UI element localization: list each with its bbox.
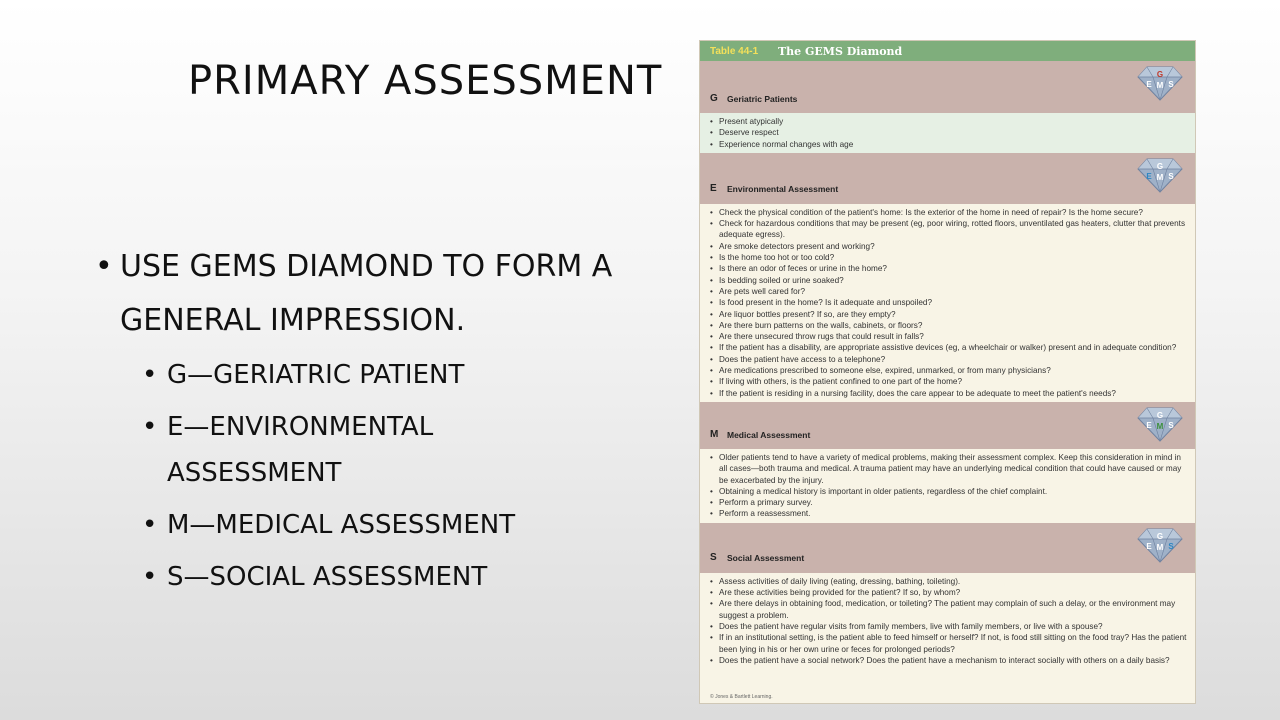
list-item: • Older patients tend to have a variety of medical problems, making their assessment complex. Keep this consideration in mind in all cases—both trauma and medical. A trauma patient may have an underlying medical condition that could have caused or may be exacerbated by the injury. [710,452,1182,485]
list-item: • Are smoke detectors present and working? [710,241,875,251]
list-item: • Is there an odor of feces or urine in the home? [710,264,887,274]
list-item-text: Are there unsecured throw rugs that could result in falls? [719,332,924,342]
list-item-text: Are there delays in obtaining food, medication, or toileting? The patient may complain of such a delay, or the environment may suggest a problem. [719,599,1176,620]
section-letter: E [710,182,717,194]
list-item-text: Are liquor bottles present? If so, are they empty? [719,309,896,319]
svg-text:M: M [1156,81,1164,90]
svg-text:M: M [1156,421,1164,431]
section-header-s [700,523,1195,573]
main-bullet [95,240,640,348]
list-item: • Perform a primary survey. [710,498,813,508]
list-item-text: Experience normal changes with age [719,139,854,149]
list-item: • Deserve respect [710,128,779,138]
list-item-text: Does the patient have regular visits from family members, live with family members, or live with a spouse? [719,621,1103,631]
sub-bullet-list [95,352,640,600]
sub-bullet: • E—ENVIRONMENTAL ASSESSMENT [142,412,434,488]
svg-text:S: S [1168,541,1174,551]
bullet-list [95,240,640,606]
list-item-text: Assess activities of daily living (eating, dressing, bathing, toileting). [719,576,961,586]
copyright: © Jones & Bartlett Learning. [710,694,773,700]
list-item-text: Does the patient have a social network? Does the patient have a mechanism to interact socially with others on a daily basis? [719,655,1170,665]
sub-bullet: • G—GERIATRIC PATIENT [142,360,465,390]
list-item-text: Is there an odor of feces or urine in the home? [719,264,887,274]
svg-text:M: M [1156,542,1164,552]
list-item: • Present atypically [710,117,784,126]
list-item-text: Check the physical condition of the patient's home: Is the exterior of the home in need of repair? Is the home secure? [719,207,1143,217]
list-item: • Are pets well cared for? [710,286,806,296]
list-item-text: Are pets well cared for? [719,286,806,296]
sub-bullet: • M—MEDICAL ASSESSMENT [142,510,516,540]
section-name: Medical Assessment [727,429,811,440]
sub-bullet-text: S—SOCIAL ASSESSMENT [167,562,488,592]
list-item-text: Are there burn patterns on the walls, cabinets, or floors? [719,320,923,330]
list-item: • Obtaining a medical history is important in older patients, regardless of the chief complaint. [710,486,1048,496]
section-name: Environmental Assessment [727,183,839,194]
list-item: • Check for hazardous conditions that may be present (eg, poor wiring, rotted floors, unventilated gas heaters, clutter that prevents adequate egress). [710,219,1186,240]
gems-diamond-icon [1137,527,1183,563]
list-item: • Are medications prescribed to someone else, expired, unmarked, or from many physicians? [710,366,1051,376]
list-item: • If living with others, is the patient confined to one part of the home? [710,377,963,387]
svg-text:E: E [1146,420,1152,430]
list-item-text: Perform a primary survey. [719,498,813,508]
section-body-m [700,449,1195,523]
list-item-text: Are these activities being provided for the patient? If so, by whom? [719,588,961,598]
list-item-text: Perform a reassessment. [719,509,811,519]
section-letter: M [710,428,719,440]
section-body-g [700,113,1195,153]
table-number: Table 44-1 [710,45,759,57]
gems-diamond-table [699,40,1196,704]
list-item: • If the patient has a disability, are appropriate assistive devices (eg, a wheelchair or walker) present and in adequate condition? [710,343,1177,353]
list-item: • Is food present in the home? Is it adequate and unspoiled? [710,298,933,308]
svg-text:S: S [1168,80,1174,89]
svg-text:E: E [1146,80,1152,89]
list-item: • Perform a reassessment. [710,509,811,519]
section-letter: G [710,93,718,104]
sub-bullet: • S—SOCIAL ASSESSMENT [142,562,488,592]
section-name: Geriatric Patients [727,94,798,104]
bullet-dot: • [95,249,113,284]
list-item-text: Is the home too hot or too cold? [719,253,835,263]
list-item-text: Check for hazardous conditions that may be present (eg, poor wiring, rotted floors, unventilated gas heaters, clutter that prevents adequate egress). [719,219,1186,240]
section-header-e [700,153,1195,204]
list-item: • Does the patient have regular visits from family members, live with family members, or live with a spouse? [710,621,1103,631]
svg-text:G: G [1156,70,1164,79]
section-letter: S [710,551,717,563]
table-title: The GEMS Diamond [778,44,903,58]
list-item: • Assess activities of daily living (eating, dressing, bathing, toileting). [710,576,961,586]
list-item: • Are there unsecured throw rugs that could result in falls? [710,332,924,342]
list-item-text: If in an institutional setting, is the patient able to feed himself or herself? If not, is food still sitting on the food tray? Has the patient been lying in his or her own urine or feces for prolonged periods? [719,633,1187,654]
list-item-text: Older patients tend to have a variety of medical problems, making their assessment complex. Keep this consideration in mind in all cases—both trauma and medical. A trauma patient may have an underlying medical condition that could have caused or may be exacerbated by the injury. [719,452,1182,485]
svg-text:S: S [1168,420,1174,430]
svg-text:G: G [1156,531,1164,541]
gems-diamond-icon [1137,406,1183,442]
sub-bullet-text: E—ENVIRONMENTAL ASSESSMENT [167,412,434,488]
section-name: Social Assessment [727,552,805,563]
list-item: • Experience normal changes with age [710,139,854,149]
list-item: • Does the patient have a social network? Does the patient have a mechanism to interact socially with others on a daily basis? [710,655,1170,665]
list-item: • If in an institutional setting, is the patient able to feed himself or herself? If not, is food still sitting on the food tray? Has the patient been lying in his or her own urine or feces for prolonged periods? [710,633,1187,654]
svg-text:G: G [1156,410,1164,420]
main-bullet-text: USE GEMS DIAMOND TO FORM A GENERAL IMPRESSION. [120,249,613,338]
list-item: • Are there delays in obtaining food, medication, or toileting? The patient may complain of such a delay, or the environment may suggest a problem. [710,599,1176,620]
list-item-text: Are smoke detectors present and working? [719,241,875,251]
list-item-text: If the patient has a disability, are appropriate assistive devices (eg, a wheelchair or walker) present and in adequate condition? [719,343,1177,353]
list-item-text: Does the patient have access to a telephone? [719,354,886,364]
list-item: • Check the physical condition of the patient's home: Is the exterior of the home in need of repair? Is the home secure? [710,207,1143,217]
section-body-e [700,204,1195,402]
list-item-text: If living with others, is the patient confined to one part of the home? [719,377,963,387]
section-body-s [700,573,1195,669]
gems-diamond-icon [1137,157,1183,193]
list-item-text: Deserve respect [719,128,779,138]
list-item: • If the patient is residing in a nursing facility, does the care appear to be adequate to meet the patient's needs? [710,388,1116,398]
list-item: • Is the home too hot or too cold? [710,253,835,263]
svg-text:E: E [1146,171,1152,181]
list-item-text: Are medications prescribed to someone else, expired, unmarked, or from many physicians? [719,366,1051,376]
svg-text:G: G [1156,161,1164,171]
table-header [700,41,1195,61]
list-item-text: Is food present in the home? Is it adequate and unspoiled? [719,298,933,308]
sub-bullet-text: M—MEDICAL ASSESSMENT [167,510,516,540]
section-header-m [700,402,1195,449]
list-item: • Are there burn patterns on the walls, cabinets, or floors? [710,320,923,330]
gems-diamond-icon [1137,65,1183,101]
svg-text:M: M [1156,172,1164,182]
list-item: • Are these activities being provided for the patient? If so, by whom? [710,588,961,598]
list-item-text: Obtaining a medical history is important in older patients, regardless of the chief complaint. [719,486,1048,496]
list-item: • Are liquor bottles present? If so, are they empty? [710,309,896,319]
sub-bullet-text: G—GERIATRIC PATIENT [167,360,465,390]
svg-text:S: S [1168,171,1174,181]
list-item-text: Present atypically [719,117,784,126]
list-item-text: Is bedding soiled or urine soaked? [719,275,844,285]
list-item: • Does the patient have access to a telephone? [710,354,886,364]
section-header-g [700,61,1195,113]
slide-title: PRIMARY ASSESSMENT [188,58,663,104]
table-sections [700,61,1195,669]
svg-text:E: E [1146,541,1152,551]
list-item: • Is bedding soiled or urine soaked? [710,275,844,285]
list-item-text: If the patient is residing in a nursing facility, does the care appear to be adequate to meet the patient's needs? [719,388,1116,398]
